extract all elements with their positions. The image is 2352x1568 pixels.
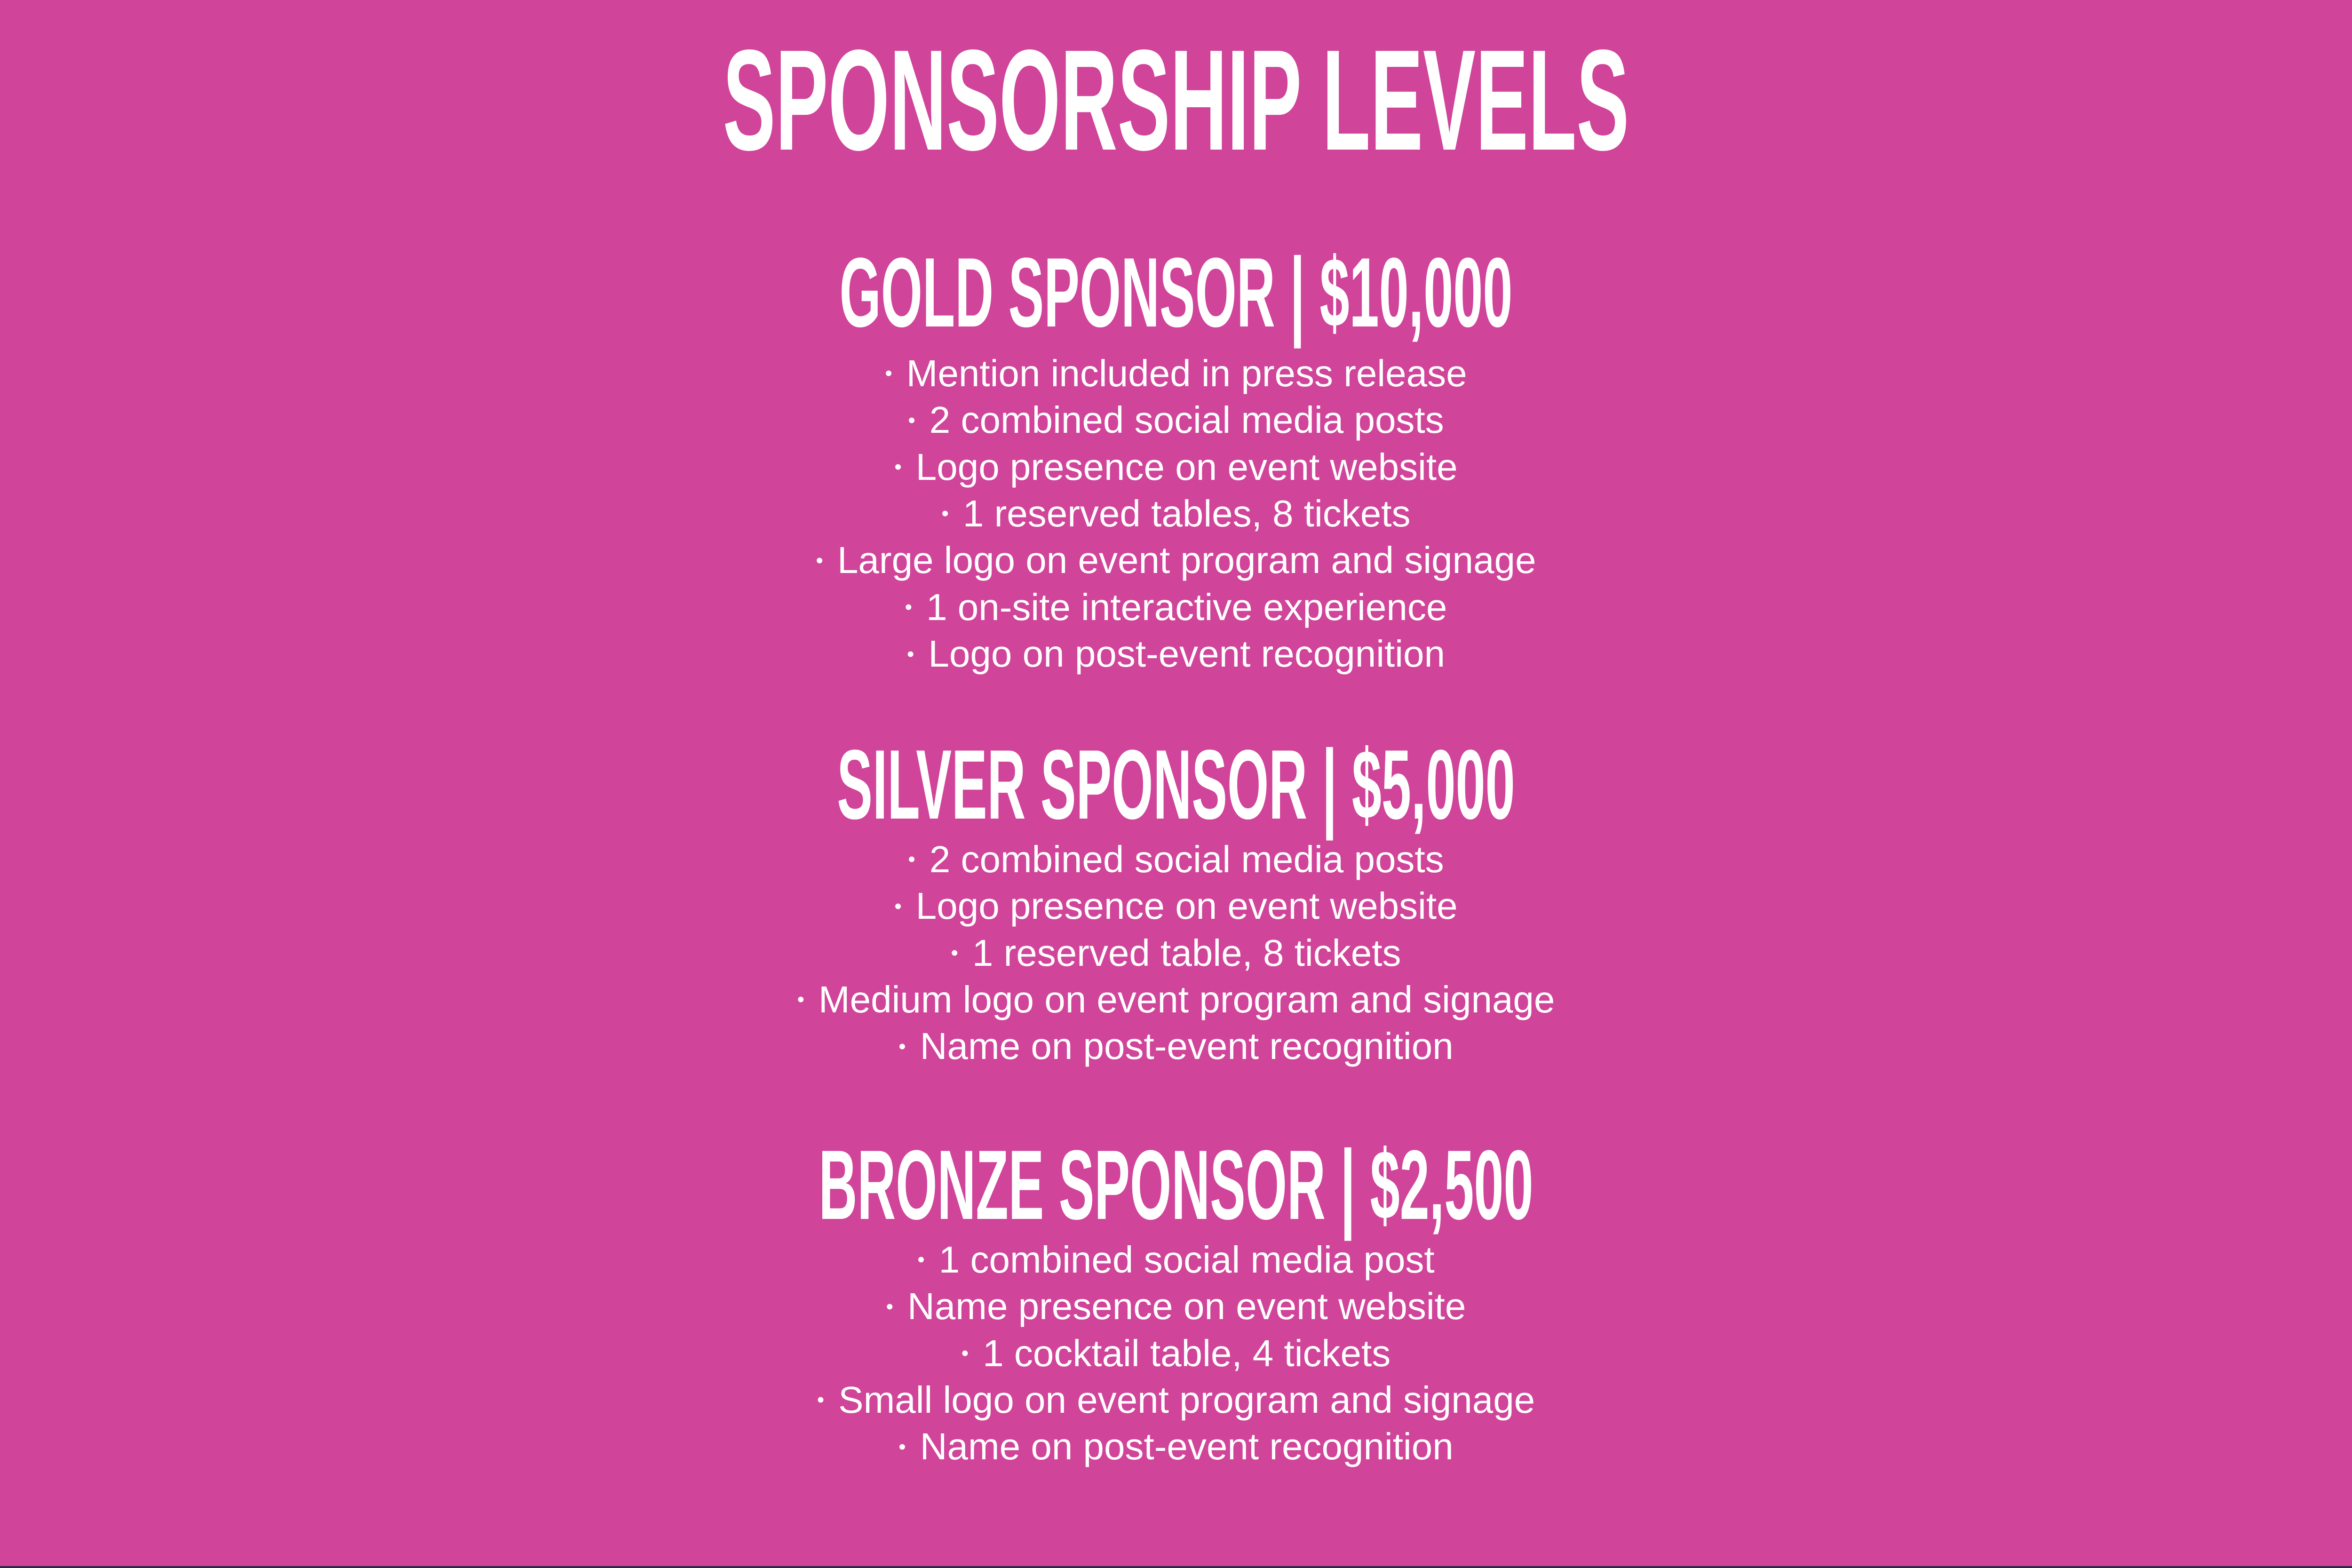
benefit-item xyxy=(0,1024,2352,1071)
benefit-item xyxy=(0,632,2352,678)
benefit-list xyxy=(0,1238,2352,1472)
benefit-text: Name presence on event website xyxy=(907,1285,1466,1328)
benefit-text: 1 cocktail table, 4 tickets xyxy=(983,1332,1391,1374)
sponsor-section-title: GOLD SPONSOR | $10,000 xyxy=(839,237,1513,348)
bullet-icon: • xyxy=(898,1435,906,1458)
benefit-text: 2 combined social media posts xyxy=(929,838,1444,880)
bullet-icon: • xyxy=(951,941,958,965)
bullet-icon: • xyxy=(797,988,804,1011)
sponsor-section-title: BRONZE SPONSOR | $2,500 xyxy=(818,1130,1534,1240)
benefit-text: Large logo on event program and signage xyxy=(837,539,1536,581)
benefit-text: Logo presence on event website xyxy=(915,885,1458,927)
benefit-item xyxy=(0,492,2352,538)
bullet-icon: • xyxy=(941,502,949,525)
bullet-icon: • xyxy=(961,1342,969,1365)
sponsor-section-title: SILVER SPONSOR | $5,000 xyxy=(837,729,1515,840)
bullet-icon: • xyxy=(817,1388,825,1412)
sponsor-section xyxy=(0,237,2352,679)
benefit-text: 1 on-site interactive experience xyxy=(926,586,1447,628)
bullet-icon: • xyxy=(894,894,902,918)
bullet-icon: • xyxy=(905,596,913,619)
sponsor-section xyxy=(0,729,2352,1071)
benefit-item xyxy=(0,931,2352,978)
benefit-item xyxy=(0,1378,2352,1425)
bullet-icon: • xyxy=(908,408,915,432)
benefit-list xyxy=(0,351,2352,679)
benefit-list xyxy=(0,837,2352,1071)
benefit-item xyxy=(0,1284,2352,1331)
bullet-icon: • xyxy=(886,1295,894,1318)
benefit-item xyxy=(0,884,2352,931)
benefit-text: Small logo on event program and signage xyxy=(838,1379,1535,1421)
benefit-item xyxy=(0,978,2352,1024)
page-title: SPONSORSHIP LEVELS xyxy=(723,20,1629,180)
benefit-text: 1 combined social media post xyxy=(938,1239,1435,1281)
bullet-icon: • xyxy=(917,1248,925,1272)
benefit-text: Medium logo on event program and signage xyxy=(818,979,1555,1021)
benefit-text: 1 reserved tables, 8 tickets xyxy=(962,493,1411,535)
benefit-text: Name on post-event recognition xyxy=(920,1025,1454,1067)
bullet-icon: • xyxy=(816,549,823,572)
benefit-item xyxy=(0,351,2352,398)
bullet-icon: • xyxy=(885,362,892,385)
benefit-item xyxy=(0,837,2352,884)
benefit-item xyxy=(0,445,2352,492)
bullet-icon: • xyxy=(898,1035,906,1058)
bottom-edge-bar xyxy=(0,1566,2352,1568)
benefit-text: Logo presence on event website xyxy=(915,446,1458,488)
benefit-text: 1 reserved table, 8 tickets xyxy=(972,931,1401,974)
benefit-text: Logo on post-event recognition xyxy=(928,633,1445,675)
benefit-item xyxy=(0,1238,2352,1284)
benefit-text: Name on post-event recognition xyxy=(920,1425,1454,1468)
benefit-item xyxy=(0,1425,2352,1471)
benefit-item xyxy=(0,585,2352,632)
bullet-icon: • xyxy=(894,455,902,479)
sponsor-section xyxy=(0,1130,2352,1472)
benefit-text: 2 combined social media posts xyxy=(929,399,1444,441)
benefit-item xyxy=(0,1331,2352,1378)
bullet-icon: • xyxy=(908,848,915,871)
benefit-item xyxy=(0,398,2352,445)
benefit-item xyxy=(0,538,2352,585)
bullet-icon: • xyxy=(907,642,914,666)
benefit-text: Mention included in press release xyxy=(906,352,1467,394)
